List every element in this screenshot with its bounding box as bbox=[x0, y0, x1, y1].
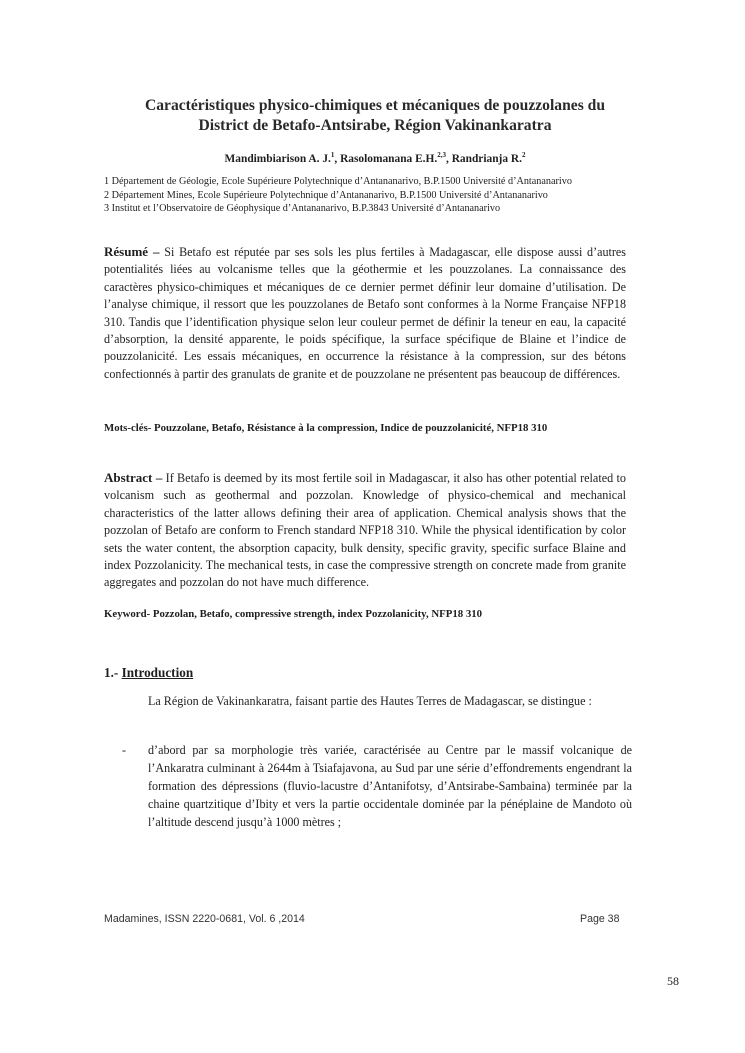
author-name: Randrianja R. bbox=[451, 152, 522, 165]
affiliation-list bbox=[104, 175, 664, 216]
affiliation-item: 3 Institut et l’Observatoire de Géophysique d’Antananarivo, B.P.3843 Université d’Antananarivo bbox=[104, 203, 501, 214]
resume-label: Résumé – bbox=[104, 244, 160, 259]
author-name: Mandimbiarison A. J. bbox=[224, 152, 331, 165]
affiliation-item: 2 Département Mines, Ecole Supérieure Polytechnique d’Antananarivo, B.P.1500 Université d’Antananarivo bbox=[104, 189, 548, 201]
footer-journal: Madamines, ISSN 2220-0681, Vol. 6 ,2014 bbox=[104, 913, 305, 925]
resume-text: Si Betafo est réputée par ses sols les plus fertiles à Madagascar, elle dispose aussi d’autres potentialités liées au volcanisme telles que la géothermie et les pouzzolanes. La connaissance des caractères physico-chimiques et mécaniques de ce dernier permet définir leur domaine d’utilisation. De l’analyse chimique, il ressort que les pouzzolanes de Betafo sont conformes à la Norme Française NFP18 310. Tandis que l’identification physique selon leur couleur permet de définir la teneur en eau, la capacité d’absorption, la densité apparente, le poids spécifique, la surface spécifique de Blaine et l’indice de pouzzolanicité. Les essais mécaniques, en occurrence la résistance à la compression, sur des bétons confectionnés à partir des granulats de granite et de pouzzolane ne présentent pas beaucoup de différences. bbox=[104, 245, 627, 381]
intro-paragraph: La Région de Vakinankaratra, faisant partie des Hautes Terres de Madagascar, se distingue : bbox=[148, 694, 592, 708]
abstract-paragraph bbox=[104, 469, 626, 592]
section-title: Introduction bbox=[121, 665, 194, 680]
section-number: 1.- bbox=[104, 665, 119, 680]
page-number: 58 bbox=[667, 974, 679, 988]
author-list: Mandimbiarison A. J.$^1$, Rasolomanana E.H.$^{2,3}$, Randrianja R.$^2$ bbox=[224, 151, 526, 165]
footer-page-label: Page 38 bbox=[580, 913, 620, 925]
affiliation-item: 1 Département de Géologie, Ecole Supérieure Polytechnique d’Antananarivo, B.P.1500 Université d’Antananarivo bbox=[104, 176, 572, 187]
section-heading-introduction bbox=[104, 665, 193, 681]
author-affiliation-mark: 1 bbox=[330, 151, 335, 159]
author-affiliation-mark: 2,3 bbox=[437, 151, 446, 159]
paper-title-line-2: District de Betafo-Antsirabe, Région Vakinankaratra bbox=[198, 117, 552, 134]
mots-cles-line: Mots-clés- Pouzzolane, Betafo, Résistance à la compression, Indice de pouzzolanicité, NFP18 310 bbox=[104, 422, 548, 434]
author-name: Rasolomanana E.H. bbox=[340, 152, 438, 165]
abstract-text: If Betafo is deemed by its most fertile soil in Madagascar, it also has other potential related to volcanism such as geothermal and pozzolan. Knowledge of physico-chemical and mechanical characteristics of the latter allows defining their area of application. Chemical analysis shows that the pozzolan of Betafo are conform to French standard NFP18 310. While the physical identification by color sets the water content, the absorption capacity, bulk density, specific gravity, specific surface Blaine and index Pozzolanicity. The mechanical tests, in case the compressive strength on concrete made from granite aggregates and pozzolan do not have much difference. bbox=[104, 471, 626, 590]
list-item-text: d’abord par sa morphologie très variée, caractérisée au Centre par le massif volcanique de l’Ankaratra culminant à 2644m à Tsiafajavona, au Sud par une série d’effondrements engendrant la formation des dépressions (fluvio-lacustre d’Antanifotsy, d’Antsirabe-Sambaina) terminée par la chaine quartzitique d’Ibity et vers la partie occidentale dominée par la pénéplaine de Mandoto où l’altitude descend jusqu’à 1000 mètres ; bbox=[148, 743, 632, 829]
author-affiliation-mark: 2 bbox=[521, 151, 526, 159]
abstract-label: Abstract – bbox=[104, 470, 163, 485]
resume-paragraph bbox=[104, 243, 626, 383]
list-bullet: - bbox=[122, 743, 127, 757]
keyword-line: Keyword- Pozzolan, Betafo, compressive strength, index Pozzolanicity, NFP18 310 bbox=[104, 608, 483, 620]
list-item bbox=[104, 741, 632, 831]
paper-title-line-1: Caractéristiques physico-chimiques et mécaniques de pouzzolanes du bbox=[144, 97, 605, 114]
